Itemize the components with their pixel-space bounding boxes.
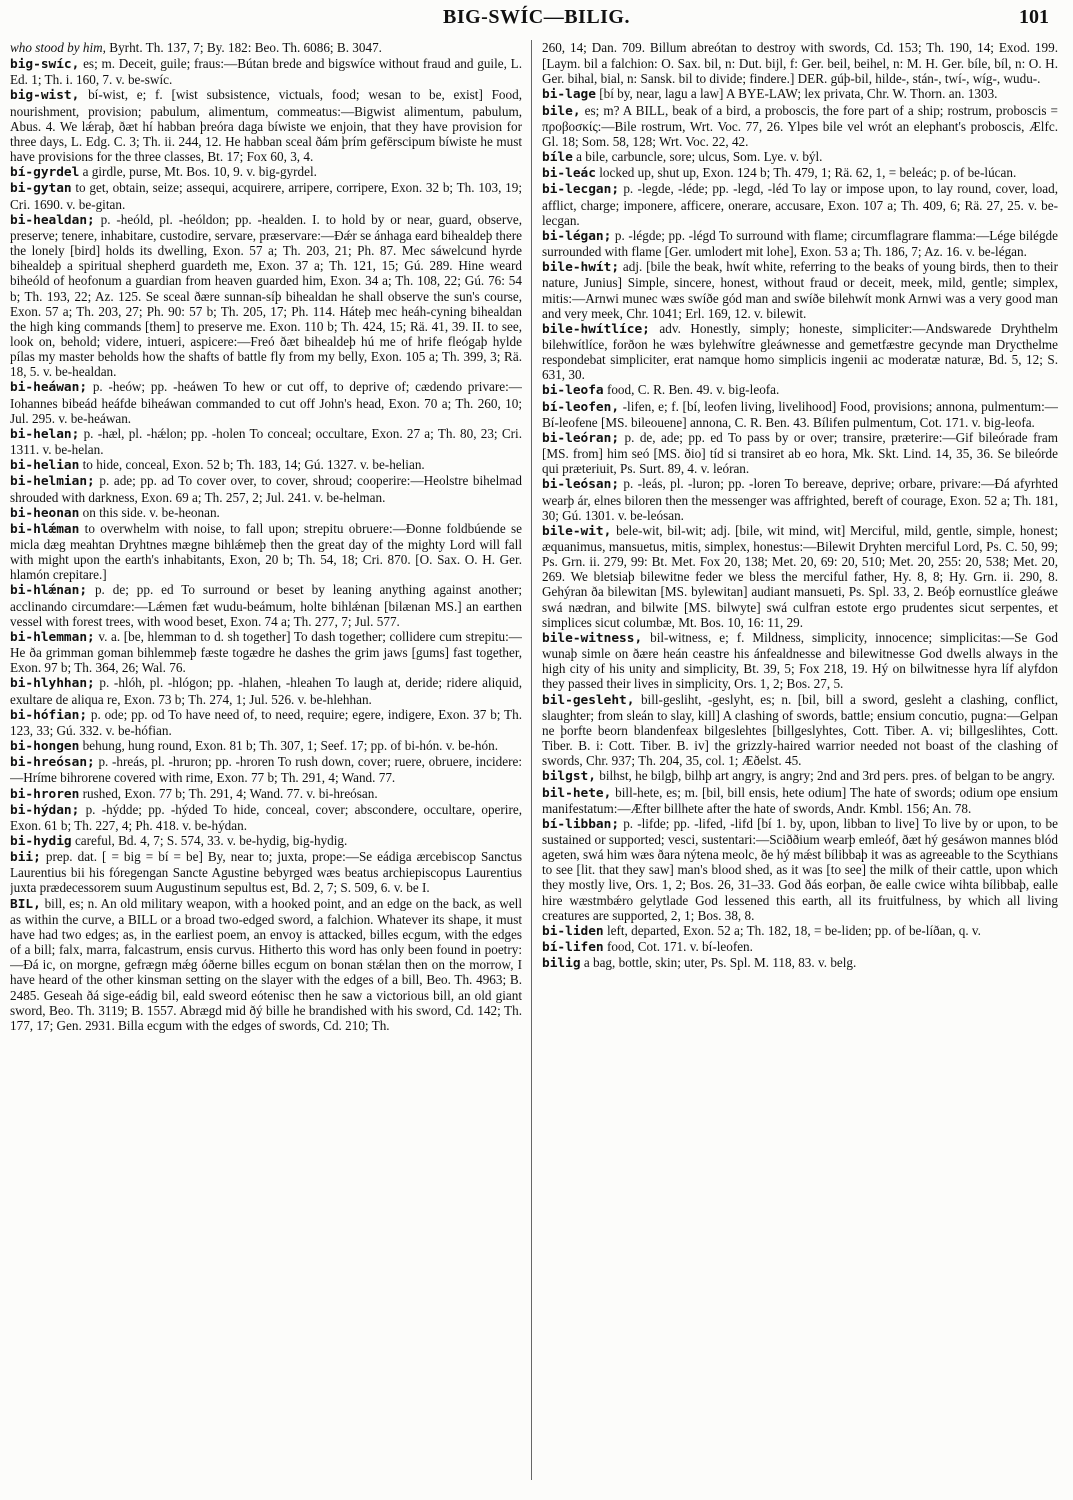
entry-gloss: who stood by him, xyxy=(10,40,106,55)
entry-headword: bi-leofa xyxy=(542,383,604,399)
entry-definition: v. a. [be, hlemman to d. sh together] To dash together; collidere cum strepitu:—He ða grimman goman bihlemmeþ fæste togædre he dashes the grim jaws [gums] fast together, Exon. 97 b; Th. 364, 26; Wal. 76. xyxy=(10,628,522,676)
dictionary-entry xyxy=(542,785,1058,816)
entry-definition: bill, es; n. An old military weapon, with a hooked point, and an edge on the back, as well as within the curve, a BILL or a broad two-edged sword, a falchion. Whatever its shape, it must have had two edges; as, in the earliest poem, an envoy is attacked, billes ecgum, with the edges of a bill; falx, marra, falcastrum, ensis curvus. Hitherto this word has only been found in poetry:—Ðá ic, on morgne, gefrægn mǽg óðerne billes ecgum on bonan stǽlan then on the morrow, I have heard of the other kinsman setting on the slayer with the edges of a bill, Beo. Th. 4963; B. 2485. Geseah ðá sige-eádig bil, eald sweord eótenisc then he saw a victorious bill, an old giant sword, Beo. Th. 3119; B. 1557. Abrægd mid ðý bille he brandished with his sword, Cd. 142; Th. 177, 17; Gen. 2931. Billa ecgum with the edges of swords, Cd. 210; Th. xyxy=(10,895,522,1033)
entry-definition: bill-gesliht, -geslyht, es; n. [bil, bill a sword, gesleht a clashing, conflict, slaughter; from sleán to slay, kill] A clashing of swords, battle; ensium concutio, pugna:—Gelpan ne þorfte beorn blandenfeax bilgeslehtes [billgeslyhtes, Cott. Tiber. A. vi; billgeslihtes, Cott. Tiber. B. i: Cott. Tiber. B. iv] the grizzly-haired warrior needed not boast of the clashing of swords, Chr. 937; Th. 204, 35, col. 1; Æðelst. 45. xyxy=(542,691,1058,769)
dictionary-entry xyxy=(542,630,1058,692)
entry-headword: bi-lecgan; xyxy=(542,182,620,198)
dictionary-entry xyxy=(542,523,1058,630)
dictionary-entry xyxy=(542,259,1058,321)
dictionary-entry xyxy=(542,228,1058,259)
dictionary-entry xyxy=(542,382,1058,398)
entry-headword: bí-leofen, xyxy=(542,399,620,415)
dictionary-entry xyxy=(542,321,1058,383)
dictionary-entry xyxy=(542,816,1058,923)
entry-definition: p. -heóld, pl. -heóldon; pp. -healden. I. to hold by or near, guard, observe, preserve; tenere, inhabitare, custodire, servare, præservare:—Ðǽr se ánhaga eard bihealdeþ there the lonely [bird] holds its dwelling, Exon. 57 a; Th. 203, 21; Ph. 87. Mec sáwelcund hyrde bihealdeþ a spiritual shepherd guardeth me, Exon. 37 a; Th. 121, 15; Gú. 289. Hine weard biheóld of heofonum a guardian from heaven guarded him, Exon. 34 a; Th. 108, 22; Gú. 76: 54 b; Th. 193, 22; Az. 125. Se sceal ðære sunnan-síþ bihealdan he shall observe the sun's course, Exon. 57 a; Th. 203, 27; Ph. 90: 57 b; Th. 205, 17; Ph. 114. Háteþ mec heáh-cyning bihealdan the high king commands [them] to preserve me. Exon. 110 b; Th. 424, 15; Rä. 41, 39. II. to see, look on, behold; videre, intueri, aspicere:—Freó ðæt bihealdeþ hú me of hrife fleógaþ hylde pílas my master beholds how the shafts of battle fly from my belly, Exon. 105 a; Th. 399, 3; Rä. 18, 5. v. be-healdan. xyxy=(10,211,522,380)
entry-headword: bi-leóran; xyxy=(542,430,620,446)
entry-definition: p. -lifde; pp. -lifed, -lifd [bí 1. by, upon, libban to live] To live by or upon, to be sustained or supported; vesci, sustentari:—Sciððium wearþ emleóf, ðæt hý gesáwon mannes blód ageten, swá him wæs ðara nýtena meolc, ðe hý mǽst bílibbaþ it was as agreeable to the Scythians to see [lit. that they saw] man's blood shed, as it was [to see] the milk of their cattle, upon which they mostly live, Ors. 1, 2; Bos. 26, 31–33. God ðás eorþan, ðe ealle cwice wihta bílibbaþ, ealle hire wæstmbǽro gelytlade God lessened this earth, all its fruitfulness, by which all living creatures are supported, 2, 1; Bos. 38, 8. xyxy=(542,815,1058,923)
entry-definition: a bile, carbuncle, sore; ulcus, Som. Lye. v. býl. xyxy=(572,149,823,165)
dictionary-entry xyxy=(10,521,522,583)
left-column xyxy=(10,40,522,1488)
dictionary-entry xyxy=(542,430,1058,476)
entry-headword: bi-hlǽnan; xyxy=(10,583,88,599)
entry-headword: bi-hlyhhan; xyxy=(10,676,95,692)
dictionary-entry xyxy=(542,923,1058,939)
entry-headword: bi-leósan; xyxy=(542,477,620,493)
entry-definition: p. -leás, pl. -luron; pp. -loren To bereave, deprive; orbare, privare:—Ðá afyrhted wearþ ár, elnes biloren then the messenger was affrighted, bereft of courage, Exon. 52 a; Th. 181, 30; Gú. 1301. v. be-leósan. xyxy=(542,476,1058,523)
entry-headword: bi-hófian; xyxy=(10,707,88,723)
entry-headword: bi-helan; xyxy=(10,426,80,442)
entry-definition: food, Cot. 171. v. bí-leofen. xyxy=(603,939,753,955)
entry-headword: bi-helian xyxy=(10,458,80,474)
entry-definition: a bag, bottle, skin; uter, Ps. Spl. M. 118, 83. v. belg. xyxy=(580,955,857,971)
entry-definition: p. -hýdde; pp. -hýded To hide, conceal, cover; abscondere, occultare, operire, Exon. 61 b; Th. 227, 4; Ph. 418. v. be-hýdan. xyxy=(10,801,522,833)
entry-definition: locked up, shut up, Exon. 124 b; Th. 479, 1; Rä. 62, 1, = beleác; p. of be-lúcan. xyxy=(595,165,1017,181)
entry-headword: bi-heáwan; xyxy=(10,380,88,396)
dictionary-entry xyxy=(10,849,522,895)
entry-definition: p. ade; pp. ad To cover over, to cover, shroud; cooperire:—Heolstre bihelmad shrouded with darkness, Exon. 69 a; Th. 257, 2; Jul. 241. v. be-helman. xyxy=(10,473,522,505)
entry-definition: adv. Honestly, simply; honeste, simpliciter:—Andswarede Dryhthelm bilehwítlíce, forðon he wæs bylehwítre gleáwnesse and gemetfæstre gecynde man Drycthelme respondebat simpliciter, erat namque homo simplicis ingenii ac moderatæ naturæ, Bd. 5, 12; S. 631, 30. xyxy=(542,320,1058,383)
entry-headword: bii; xyxy=(10,850,41,866)
entry-definition: food, C. R. Ben. 49. v. big-leofa. xyxy=(603,382,780,398)
entry-definition: p. -légde; pp. -légd To surround with flame; circumflagrare flamma:—Lége bilégde surrounded with flame [Ger. umlodert mit lohe], Exon. 53 a; Th. 186, 7; Az. 16. v. be-légan. xyxy=(542,227,1058,260)
entry-definition: -lifen, e; f. [bí, leofen living, livelihood] Food, provisions; annona, pulmentum:—Bí-leofene [MS. bileouene] annona, C. R. Ben. 43. Bílifen pulmentum, Cot. 171. v. big-leofa. xyxy=(542,398,1058,430)
dictionary-entry xyxy=(542,692,1058,769)
dictionary-entry xyxy=(10,896,522,1033)
entry-definition: p. -heów; pp. -heáwen To hew or cut off, to deprive of; cædendo privare:—Iohannes bibeád heáfde biheáwan commanded to cut off John's head, Exon. 70 a; Th. 260, 10; Jul. 295. v. be-heáwan. xyxy=(10,379,522,426)
dictionary-entry xyxy=(10,164,522,180)
entry-headword: BIL, xyxy=(10,896,41,912)
entry-definition: es; m. Deceit, guile; fraus:—Bútan brede and bigswíce without fraud and guile, L. Ed. 1; Th. i. 160, 7. v. be-swíc. xyxy=(10,56,522,88)
entry-headword: big-wist, xyxy=(10,88,80,104)
dictionary-entry xyxy=(542,86,1058,102)
entry-definition: p. ode; pp. od To have need of, to need, require; egere, indigere, Exon. 37 b; Th. 123, 33; Gú. 332. v. be-hófian. xyxy=(10,706,522,738)
entry-headword: bi-heonan xyxy=(10,505,80,521)
entry-definition: Byrht. Th. 137, 7; By. 182: Beo. Th. 6086; B. 3047. xyxy=(105,40,382,55)
entry-headword: bi-lage xyxy=(542,87,596,103)
dictionary-entry xyxy=(542,399,1058,430)
entry-headword: bil-hete, xyxy=(542,785,612,801)
entry-headword: bíle xyxy=(542,150,573,166)
entry-definition: behung, hung round, Exon. 81 b; Th. 307, 1; Seef. 17; pp. of bi-hón. v. be-hón. xyxy=(79,738,499,754)
entry-headword: bi-helmian; xyxy=(10,474,95,490)
entry-headword: bi-hlǽman xyxy=(10,521,80,537)
entry-definition: bil-witness, e; f. Mildness, simplicity, innocence; simplicitas:—Se God wunaþ simle on ðære heán ceastre his ánfealdnesse and bilewitnesse God dwells always in the high city of his unity and simplicity, Bt. 39, 5; Fox 218, 19. Hý on bilwitnesse hyra líf alyfdon they passed their lives in simplicity, Ors. 1, 2; Bos. 27, 5. xyxy=(542,629,1058,692)
entry-headword: bi-hongen xyxy=(10,739,80,755)
dictionary-entry xyxy=(542,955,1058,971)
dictionary-entry xyxy=(10,473,522,504)
entry-headword: bil-gesleht, xyxy=(542,692,635,708)
entry-definition: p. de; pp. ed To surround or beset by leaning anything against another; acclinando circumdare:—Lǽmen fæt wudu-beámum, holte bihlǽnan [bilænan MS.] an earthen vessel with forest trees, with wood beset, Exon. 74 a; Th. 277, 7; Jul. 577. xyxy=(10,582,522,629)
entry-definition: a girdle, purse, Mt. Bos. 10, 9. v. big-gyrdel. xyxy=(79,164,317,180)
dictionary-entry xyxy=(10,87,522,164)
dictionary-entry xyxy=(10,582,522,628)
dictionary-entry xyxy=(10,457,522,473)
entry-definition: bilhst, he bilgþ, bilhþ art angry, is angry; 2nd and 3rd pers. pres. of belgan to be angry. xyxy=(595,768,1055,784)
dictionary-entry xyxy=(10,40,522,56)
dictionary-entry xyxy=(10,56,522,87)
entry-headword: bi-hreósan; xyxy=(10,755,95,771)
entry-definition: to overwhelm with noise, to fall upon; strepitu obruere:—Ðonne foldbúende se micla dæg meahtan Dryhtnes mægne bihlǽmeþ then the great day of the mighty Lord will fall with might upon the earth's inhabitants, Exon, 20 b; Th. 54, 18; Cri. 870. [O. Sax. O. H. Ger. hlamón crepitare.] xyxy=(10,520,522,583)
entry-headword: bile-hwít; xyxy=(542,260,620,276)
entry-headword: bile-hwítlíce; xyxy=(542,321,650,337)
entry-definition: [bí by, near, lagu a law] A BYE-LAW; lex privata, Chr. W. Thorn. an. 1303. xyxy=(595,86,998,102)
column-divider xyxy=(531,40,532,1480)
entry-definition: bele-wit, bil-wit; adj. [bile, wit mind, wit] Merciful, mild, gentle, simple, honest; æquanimus, mansuetus, mitis, simplex, honestus:—Bilewit Dryhten merciful Lord, Ps. C. 50, 99; Ps. Grn. ii. 279, 99: Bt. Met. Fox 20, 138; Met. 20, 69: 20, 510; Met. 20, 255: 20, 538; Met. 20, 269. We bletsiaþ bilewitne feder we bless the merciful father, Hy. 8, 8; Hy. Grn. ii. 290, 8. Gehýran ða bilewitan [MS. bylewitan] audiant mansueti, Ps. Spl. 33, 2. Beóþ eornustlíce gleáwe swá nædran, and bilwite [MS. bilwyte] swá culfran estote ergo prudentes sicut serpentes, et simplices sicut columbæ, Mt. Bos. 10, 16: 11, 29. xyxy=(542,522,1058,630)
dictionary-entry xyxy=(542,476,1058,522)
dictionary-entry xyxy=(10,212,522,380)
running-head: BIG-SWÍC—BILIG. xyxy=(443,6,630,28)
entry-definition: bill-hete, es; m. [bil, bill ensis, hete odium] The hate of swords; odium ope ensium manifestatum:—Æfter billhete after the hate of swords, Andr. Kmbl. 156; An. 78. xyxy=(542,784,1058,816)
entry-headword: bi-gytan xyxy=(10,181,72,197)
entry-headword: bi-hlemman; xyxy=(10,629,95,645)
entry-headword: bí-lifen xyxy=(542,940,604,956)
dictionary-entry xyxy=(542,149,1058,165)
dictionary-entry xyxy=(10,629,522,675)
entry-definition: bí-wist, e; f. [wist subsistence, victuals, food; wesan to be, exist] Food, nourishment, provision; pabulum, alimentum, commeatus:—Bigwist alimentum, pabulum, Abus. 4. We lǽraþ, ðæt hí habban þreóra daga bíwiste we enjoin, that they have provision for three days, L. Edg. C. 3; Th. ii. 244, 12. He habban sceal ðám þrím gefērscipum bíwiste he must have provisions for the three classes, Bt. 17; Fox 60, 3, 4. xyxy=(10,87,522,165)
dictionary-entry xyxy=(10,786,522,802)
entry-definition: rushed, Exon. 77 b; Th. 291, 4; Wand. 77. v. bi-hreósan. xyxy=(79,785,378,801)
dictionary-entry xyxy=(10,675,522,706)
entry-definition: p. -legde, -léde; pp. -legd, -léd To lay or impose upon, to lay round, cover, load, afflict, charge; imponere, afficere, onerare, accusare, Exon. 107 a; Th. 409, 6; Rä. 27, 25. v. be-lecgan. xyxy=(542,181,1058,228)
right-column xyxy=(542,40,1058,1488)
entry-headword: bile, xyxy=(542,103,581,119)
dictionary-entry xyxy=(10,379,522,425)
entry-headword: bi-hýdan; xyxy=(10,802,80,818)
entry-headword: bilgst, xyxy=(542,769,596,785)
page-number: 101 xyxy=(1019,6,1049,28)
entry-definition: to hide, conceal, Exon. 52 b; Th. 183, 14; Gú. 1327. v. be-helian. xyxy=(79,457,425,473)
entry-headword: bilig xyxy=(542,956,581,972)
entry-headword: bile-witness, xyxy=(542,630,643,646)
entry-definition: adj. [bile the beak, hwít white, referring to the beaks of young birds, then to their nature, Junius] Simple, sincere, honest, without fraud or deceit, meek, mild, gentle; simplex, mitis:—Arnwi munec wæs swíðe gód man and swíðe bilehwít monk Arnwi was a very good man and very meek, Chr. 1041; Erl. 169, 12. v. bilewit. xyxy=(542,259,1058,321)
dictionary-entry xyxy=(542,181,1058,227)
entry-definition: left, departed, Exon. 52 a; Th. 182, 18, = be-liden; pp. of be-líðan, q. v. xyxy=(603,922,981,938)
entry-definition: to get, obtain, seize; assequi, acquirere, arripere, corripere, Exon. 32 b; Th. 103, 19; Cri. 1690. v. be-gitan. xyxy=(10,180,522,212)
dictionary-entry xyxy=(542,40,1058,86)
dictionary-entry xyxy=(10,802,522,833)
entry-headword: big-swíc, xyxy=(10,57,80,73)
entry-headword: bi-liden xyxy=(542,923,604,939)
dictionary-entry xyxy=(542,165,1058,181)
entry-headword: bí-libban; xyxy=(542,816,620,832)
entry-definition: es; m? A BILL, beak of a bird, a proboscis, the fore part of a ship; rostrum, proboscis = προβοσκίς:—Bile rostrum, Wrt. Voc. 77, 26. Ylpes bile vel wrót an elephant's proboscis, Ælfc. Gl. 18; Som. 58, 128; Wrt. Voc. 22, 42. xyxy=(542,102,1058,149)
dictionary-entry xyxy=(10,426,522,457)
entry-headword: bi-healdan; xyxy=(10,212,95,228)
entry-definition: p. de, ade; pp. ed To pass by or over; transire, præterire:—Gif bileórade fram [MS. from] him seó [MS. ðio] tíd si transiret ab eo hora, Mk. Skt. Lind. 14, 35, 36. Se bileórde qui præteriuit, Ps. Surt. 89, 4. v. leóran. xyxy=(542,429,1058,477)
entry-definition: 260, 14; Dan. 709. Billum abreótan to destroy with swords, Cd. 153; Th. 190, 14; Exod. 199. [Laym. bil a falchion: O. Sax. bil, n: Dut. bijl, f: Ger. beil, beihel, n: M. H. Ger. bíle, bíl, n: O. H. Ger. bihal, bial, n: Sansk. bil to divide; findere.] DER. gúþ-bil, hilde-, stán-, twí-, wíg-, wudu-. xyxy=(542,40,1058,87)
dictionary-entry xyxy=(10,505,522,521)
entry-headword: bi-hroren xyxy=(10,786,80,802)
entry-definition: prep. dat. [ = big = bí = be] By, near to; juxta, prope:—Se eádiga ærcebiscop Sanctus Laurentius bii his fóregengan Sancte Agustine bebyrged wæs beatus archiepiscopus Laurentius juxta prædecessorem suum Augustinum sepultus est, Bd. 2, 7; S. 509, 6. v. be I. xyxy=(10,849,522,896)
entry-headword: bi-légan; xyxy=(542,228,612,244)
dictionary-entry xyxy=(542,939,1058,955)
entry-headword: bi-leác xyxy=(542,166,596,182)
page-header xyxy=(0,4,1073,32)
dictionary-entry xyxy=(542,768,1058,784)
entry-headword: bi-hydig xyxy=(10,833,72,849)
dictionary-entry xyxy=(542,103,1058,149)
dictionary-entry xyxy=(10,707,522,738)
dictionary-entry xyxy=(10,754,522,785)
entry-headword: bí-gyrdel xyxy=(10,165,80,181)
entry-headword: bile-wit, xyxy=(542,523,612,539)
dictionary-entry xyxy=(10,180,522,211)
entry-definition: p. -hæl, pl. -hǽlon; pp. -holen To conceal; occultare, Exon. 27 a; Th. 80, 23; Cri. 1311. v. be-helan. xyxy=(10,425,522,458)
dictionary-entry xyxy=(10,833,522,849)
dictionary-entry xyxy=(10,738,522,754)
entry-definition: careful, Bd. 4, 7; S. 574, 33. v. be-hydig, big-hydig. xyxy=(71,832,348,848)
entry-definition: p. -hreás, pl. -hruron; pp. -hroren To rush down, cover; ruere, obruere, incidere:—Hríme bihrorene covered with rime, Exon. 77 b; Th. 291, 4; Wand. 77. xyxy=(10,754,522,786)
entry-definition: on this side. v. be-heonan. xyxy=(79,504,220,520)
entry-definition: p. -hlóh, pl. -hlógon; pp. -hlahen, -hleahen To laugh at, deride; ridere aliquid, exultare de aliqua re, Exon. 73 b; Th. 274, 1; Jul. 526. v. be-hlehhan. xyxy=(10,675,522,707)
